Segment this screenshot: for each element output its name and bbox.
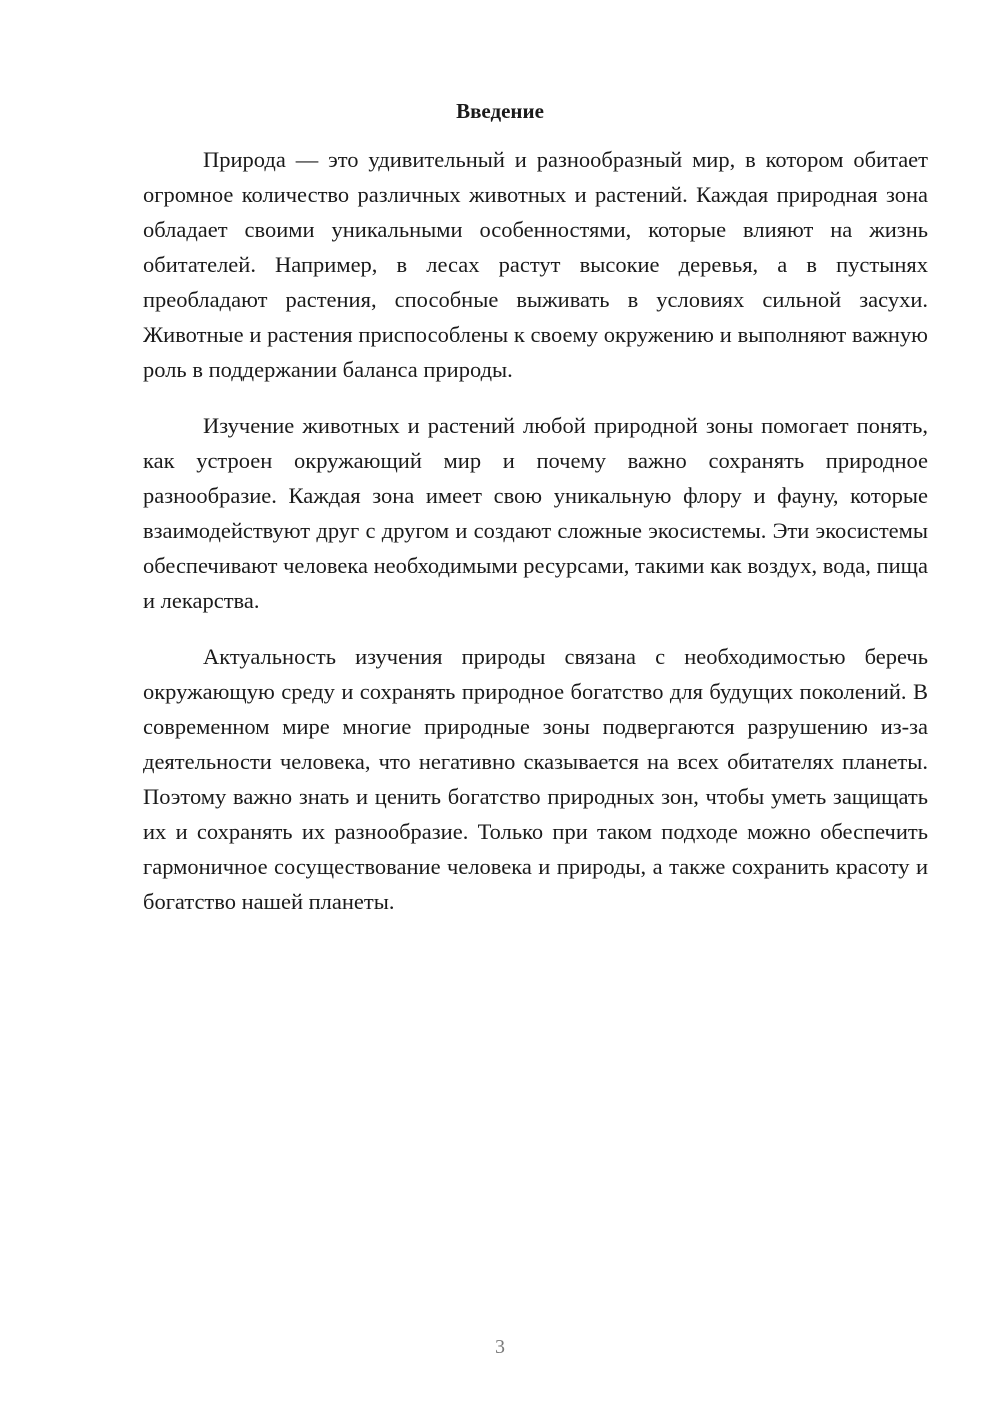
page-title: Введение: [456, 99, 544, 123]
paragraph-1: Природа — это удивительный и разнообразный мир, в котором обитает огромное количество различных животных и растений. Каждая природная зона обладает своими уникальными особенностями, которые влияют на жизнь обитателей. Например, в лесах растут высокие деревья, а в пустынях преобладают растения, способные выживать в условиях сильной засухи. Животные и растения приспособлены к своему окружению и выполняют важную роль в поддержании баланса природы.: [143, 147, 928, 382]
paragraph-3: Актуальность изучения природы связана с необходимостью беречь окружающую среду и сохранять природное богатство для будущих поколений. В современном мире многие природные зоны подвергаются разрушению из-за деятельности человека, что негативно сказывается на всех обитателях планеты. Поэтому важно знать и ценить богатство природных зон, чтобы уметь защищать их и сохранять их разнообразие. Только при таком подходе можно обеспечить гармоничное сосуществование человека и природы, а также сохранить красоту и богатство нашей планеты.: [143, 644, 928, 914]
paragraph-2: Изучение животных и растений любой природной зоны помогает понять, как устроен окружающий мир и почему важно сохранять природное разнообразие. Каждая зона имеет свою уникальную флору и фауну, которые взаимодействуют друг с другом и создают сложные экосистемы. Эти экосистемы обеспечивают человека необходимыми ресурсами, такими как воздух, вода, пища и лекарства.: [143, 413, 928, 613]
page-number: 3: [495, 1336, 505, 1358]
body-text: [143, 142, 928, 940]
